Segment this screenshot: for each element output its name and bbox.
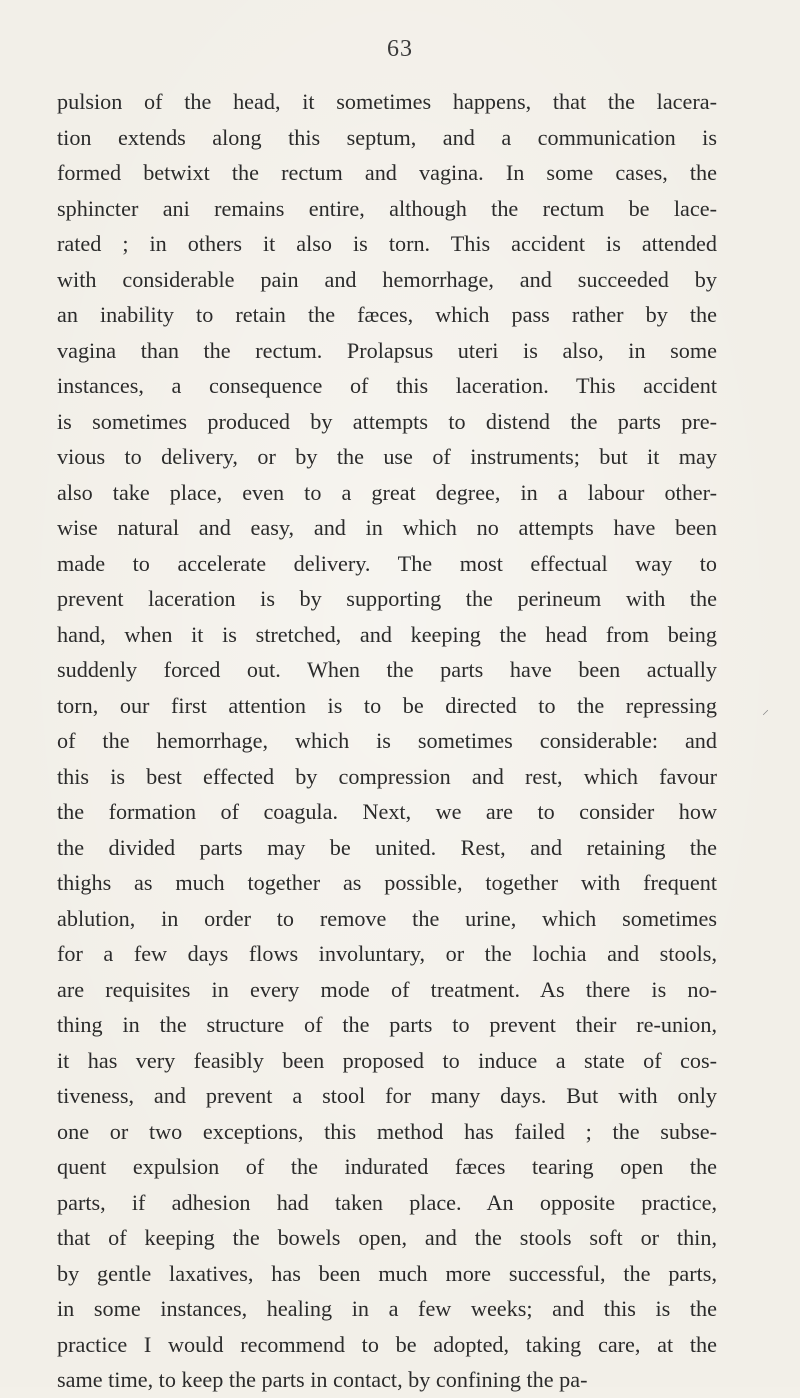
text-line: in some instances, healing in a few weeks; and this is the <box>57 1296 717 1321</box>
text-line: tion extends along this septum, and a communication is <box>57 124 717 150</box>
text-line: thighs as much together as possible, together with frequent <box>57 870 717 895</box>
text-line: rated ; in others it also is torn. This accident is attended <box>57 231 717 256</box>
text-line: sphincter ani remains entire, although the rectum be lace- <box>57 195 717 221</box>
text-line: tiveness, and prevent a stool for many days. But with only <box>57 1083 717 1108</box>
text-line: practice I would recommend to be adopted, taking care, at the <box>57 1331 717 1357</box>
text-line: suddenly forced out. When the parts have been actually <box>57 657 717 682</box>
text-line: that of keeping the bowels open, and the stools soft or thin, <box>57 1225 717 1250</box>
text-line: vagina than the rectum. Prolapsus uteri is also, in some <box>57 337 717 363</box>
text-line: also take place, even to a great degree, in a labour other- <box>57 479 717 505</box>
text-line: an inability to retain the fæces, which pass rather by the <box>57 302 717 327</box>
text-line: it has very feasibly been proposed to induce a state of cos- <box>57 1047 717 1073</box>
text-line: are requisites in every mode of treatment. As there is no- <box>57 976 717 1002</box>
text-line: of the hemorrhage, which is sometimes considerable: and <box>57 728 717 753</box>
text-line: instances, a consequence of this laceration. This accident <box>57 373 717 398</box>
text-line: prevent laceration is by supporting the perineum with the <box>57 586 717 611</box>
text-line: the divided parts may be united. Rest, and retaining the <box>57 834 717 860</box>
text-line: hand, when it is stretched, and keeping the head from being <box>57 621 717 647</box>
text-line: one or two exceptions, this method has failed ; the subse- <box>57 1118 717 1144</box>
text-line: pulsion of the head, it sometimes happens, that the lacera- <box>57 89 717 114</box>
text-line: vious to delivery, or by the use of instruments; but it may <box>57 444 717 469</box>
page-number: 63 <box>387 36 413 62</box>
text-line: wise natural and easy, and in which no attempts have been <box>57 515 717 540</box>
text-line: thing in the structure of the parts to prevent their re-union, <box>57 1012 717 1037</box>
text-line: quent expulsion of the indurated fæces tearing open the <box>57 1154 717 1179</box>
body-text <box>57 84 717 1398</box>
text-line: the formation of coagula. Next, we are to consider how <box>57 799 717 824</box>
paper-blemish: ⸝ <box>762 703 769 718</box>
text-line: same time, to keep the parts in contact, by confining the pa- <box>57 1367 588 1392</box>
text-line: by gentle laxatives, has been much more successful, the parts, <box>57 1260 717 1286</box>
text-line: this is best effected by compression and rest, which favour <box>57 763 717 789</box>
text-line: with considerable pain and hemorrhage, and succeeded by <box>57 266 717 292</box>
text-line: torn, our first attention is to be directed to the repressing <box>57 692 717 718</box>
text-line: is sometimes produced by attempts to distend the parts pre- <box>57 408 717 434</box>
text-line: ablution, in order to remove the urine, which sometimes <box>57 905 717 931</box>
text-line: formed betwixt the rectum and vagina. In some cases, the <box>57 160 717 185</box>
text-line: parts, if adhesion had taken place. An opposite practice, <box>57 1189 717 1215</box>
text-line: made to accelerate delivery. The most effectual way to <box>57 550 717 576</box>
text-line: for a few days flows involuntary, or the lochia and stools, <box>57 941 717 966</box>
